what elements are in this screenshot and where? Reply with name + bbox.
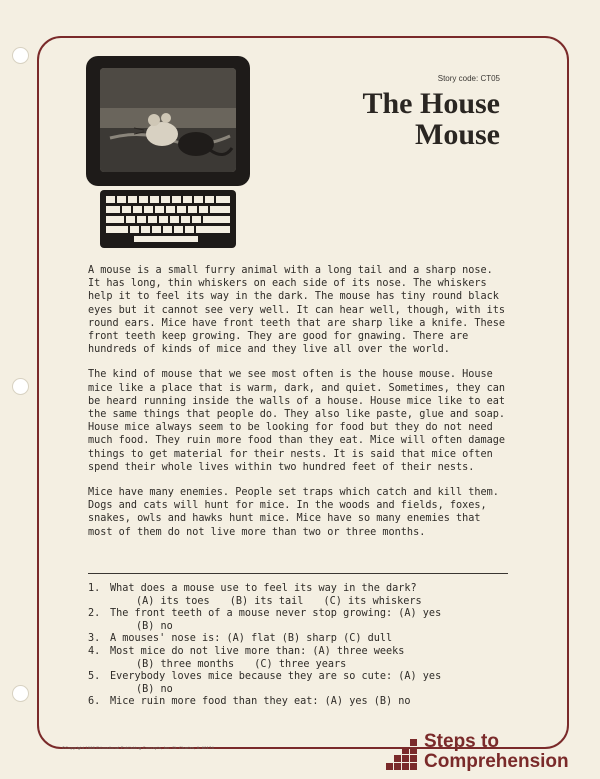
question-item bbox=[88, 671, 518, 696]
question-number: 6. bbox=[88, 696, 101, 708]
story-paragraph: The kind of mouse that we see most often is the house mouse. House mice like a place that is warm, dark, and quiet. Sometimes, they can be heard running inside the walls of a house. House mice like to eat the same things that people do. They also like paste, glue and soap. House mice always seem to be looking for food but they do not need much food. They ruin more food than they eat. Mice will often damage things to get material for their nests. It is said that mice often spend their whole lives within two hundred feet of their nests. bbox=[88, 369, 506, 473]
story-text bbox=[88, 264, 508, 551]
steps-to-comprehension-logo bbox=[386, 733, 576, 775]
question-number: 2. bbox=[88, 608, 101, 620]
logo-line: Steps to bbox=[424, 731, 499, 752]
binder-hole bbox=[12, 378, 29, 395]
story-paragraph: Mice have many enemies. People set traps which catch and kill them. Dogs and cats will hunt for mice. In the woods and fields, foxes, snakes, owls and hawks hunt mice. Mice have so many enemies that most of them do not live more than two or three months. bbox=[88, 487, 499, 538]
question-text: What does a mouse use to feel its way in the dark? bbox=[110, 583, 417, 594]
question-number: 5. bbox=[88, 671, 101, 683]
answer-option: (A) its toes bbox=[136, 595, 210, 607]
steps-blocks-icon bbox=[386, 733, 422, 773]
copyright-notice: ©Copyright 1986 Educational Publishing Concepts, Inc. St. Charles, IL 60174 bbox=[62, 745, 214, 750]
title-line: Mouse bbox=[415, 118, 500, 151]
question-item bbox=[88, 583, 518, 608]
question-item bbox=[88, 646, 518, 671]
question-item bbox=[88, 633, 518, 646]
logo-line: Comprehension bbox=[424, 751, 569, 772]
answer-option: (C) three years bbox=[254, 658, 347, 670]
answer-option: (B) three months bbox=[136, 658, 235, 670]
question-text: Everybody loves mice because they are so cute: (A) yes bbox=[110, 671, 442, 683]
question-number: 4. bbox=[88, 645, 101, 657]
page-title bbox=[362, 88, 500, 150]
question-item bbox=[88, 696, 518, 709]
story-code: Story code: CT05 bbox=[437, 74, 500, 83]
computer-illustration bbox=[86, 56, 250, 248]
binder-hole bbox=[12, 47, 29, 64]
question-item bbox=[88, 608, 518, 633]
question-number: 3. bbox=[88, 633, 101, 645]
computer-monitor bbox=[86, 56, 250, 186]
question-text: A mouses' nose is: (A) flat (B) sharp (C) dull bbox=[110, 633, 393, 645]
answer-option: (B) no bbox=[136, 620, 173, 632]
answer-option: (C) its whiskers bbox=[323, 595, 422, 607]
answer-option: (B) no bbox=[136, 683, 173, 695]
story-paragraph: A mouse is a small furry animal with a long tail and a sharp nose. It has long, thin whiskers on each side of its nose. The whiskers help it to feel its way in the dark. The mouse has tiny round black eyes but it cannot see very well. It can hear well, though, with its round ears. Mice have front teeth that are sharp like a knife. These front teeth keep growing. They are good for gnawing. There are hundreds of kinds of mice and they live all over the world. bbox=[88, 265, 506, 356]
question-text: Most mice do not live more than: (A) three weeks bbox=[110, 645, 405, 657]
binder-hole bbox=[12, 685, 29, 702]
question-text: The front teeth of a mouse never stop growing: (A) yes bbox=[110, 608, 442, 620]
question-list bbox=[88, 583, 518, 709]
question-number: 1. bbox=[88, 583, 101, 594]
divider bbox=[88, 573, 508, 574]
title-line: The House bbox=[362, 87, 500, 120]
answer-option: (B) its tail bbox=[229, 595, 304, 607]
computer-keyboard bbox=[100, 190, 236, 248]
mouse-picture bbox=[100, 68, 236, 172]
question-text: Mice ruin more food than they eat: (A) yes (B) no bbox=[110, 696, 411, 708]
